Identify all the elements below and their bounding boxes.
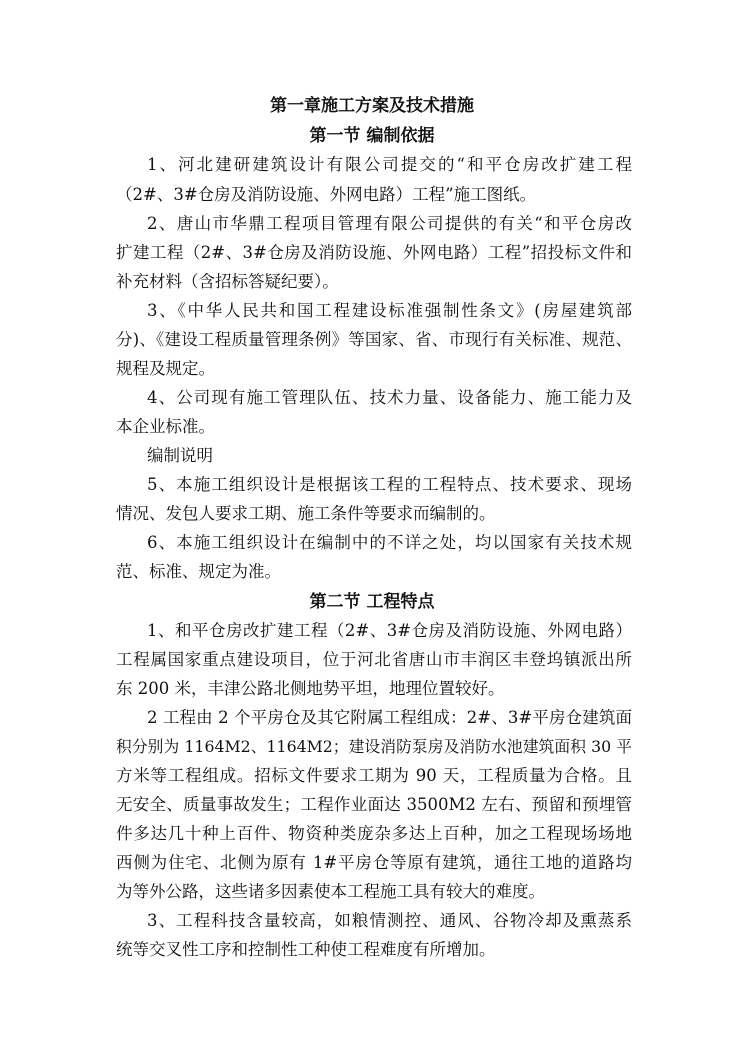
- text-line: 分)、《建设工程质量管理条例》等国家、省、市现行有关标准、规范、: [116, 330, 632, 349]
- text-line: 2、唐山市华鼎工程项目管理有限公司提供的有关“和平仓房改: [147, 214, 632, 233]
- text-line: 为等外公路，这些诸多因素使本工程施工具有较大的难度。: [116, 882, 545, 901]
- text-line: 1、河北建研建筑设计有限公司提交的“和平仓房改扩建工程: [147, 155, 632, 174]
- text-line: 1、和平仓房改扩建工程（2#、3#仓房及消防设施、外网电路）: [147, 621, 632, 640]
- text-line: 方米等工程组成。招标文件要求工期为 90 天，工程质量为合格。且: [116, 766, 632, 785]
- text-line: 东 200 米，丰津公路北侧地势平坦，地理位置较好。: [116, 679, 505, 698]
- text-line: 统等交叉性工序和控制性工种使工程难度有所增加。: [116, 940, 496, 959]
- text-line: （2#、3#仓房及消防设施、外网电路）工程”施工图纸。: [116, 185, 537, 204]
- text-line: 6、本施工组织设计在编制中的不详之处，均以国家有关技术规: [147, 533, 632, 552]
- text-line: 工程属国家重点建设项目，位于河北省唐山市丰润区丰登坞镇派出所: [116, 650, 632, 669]
- text-line: 补充材料（含招标答疑纪要）。: [116, 272, 339, 291]
- text-line: 规程及规定。: [116, 359, 215, 378]
- text-line: 4、公司现有施工管理队伍、技术力量、设备能力、施工能力及: [147, 388, 632, 407]
- text-line: 件多达几十种上百件、物资种类庞杂多达上百种，加之工程现场场地: [116, 824, 632, 843]
- text-line: 3、《中华人民共和国工程建设标准强制性条文》(房屋建筑部: [147, 301, 632, 320]
- text-line: 西侧为住宅、北侧为原有 1#平房仓等原有建筑，通往工地的道路均: [116, 853, 632, 872]
- text-line: 本企业标准。: [116, 417, 215, 436]
- text-line: 情况、发包人要求工期、施工条件等要求而编制的。: [116, 504, 496, 523]
- text-line: 5、本施工组织设计是根据该工程的工程特点、技术要求、现场: [147, 475, 632, 494]
- text-line: 3、工程科技含量较高，如粮情测控、通风、谷物冷却及熏蒸系: [147, 911, 632, 930]
- text-line: 2 工程由 2 个平房仓及其它附属工程组成：2#、3#平房仓建筑面: [147, 708, 632, 727]
- text-line: 范、标准、规定为准。: [116, 562, 281, 581]
- text-line: 积分别为 1164M2、1164M2；建设消防泵房及消防水池建筑面积 30 平: [116, 737, 632, 756]
- text-line: 无安全、质量事故发生；工程作业面达 3500M2 左右、预留和预埋管: [116, 795, 632, 814]
- note-heading: 编制说明: [147, 446, 213, 465]
- section-title: 第一节 编制依据: [309, 126, 435, 146]
- section-title: 第二节 工程特点: [309, 592, 435, 612]
- text-line: 扩建工程（2#、3#仓房及消防设施、外网电路）工程”招投标文件和: [116, 243, 632, 262]
- chapter-title: 第一章施工方案及技术措施: [270, 96, 474, 116]
